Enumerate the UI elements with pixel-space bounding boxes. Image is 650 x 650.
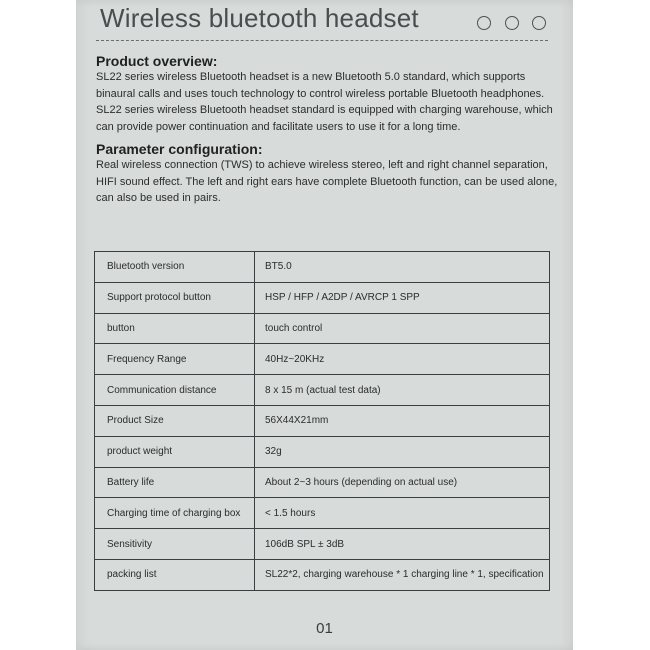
circle-icon — [505, 16, 519, 30]
circle-icon — [532, 16, 546, 30]
spec-label: Bluetooth version — [95, 252, 255, 283]
overview-heading: Product overview: — [96, 53, 218, 69]
spec-row — [95, 313, 550, 344]
spec-value: About 2~3 hours (depending on actual use) — [255, 467, 550, 498]
spec-row — [95, 344, 550, 375]
overview-text — [96, 69, 566, 135]
spec-value: 32g — [255, 436, 550, 467]
spec-row — [95, 559, 550, 590]
title-divider — [96, 40, 548, 41]
spec-value: < 1.5 hours — [255, 498, 550, 529]
spec-label: product weight — [95, 436, 255, 467]
overview-paragraph: SL22 series wireless Bluetooth headset is a new Bluetooth 5.0 standard, which supports binaural calls and uses touch technology to control wireless portable Bluetooth headphones. — [96, 71, 545, 100]
spec-value: SL22*2, charging warehouse * 1 charging line * 1, specification — [255, 559, 550, 590]
spec-row — [95, 529, 550, 560]
spec-label: packing list — [95, 559, 255, 590]
spec-row — [95, 252, 550, 283]
page-title: Wireless bluetooth headset — [100, 3, 419, 33]
spec-label: Product Size — [95, 405, 255, 436]
spec-value: BT5.0 — [255, 252, 550, 283]
parameters-heading: Parameter configuration: — [96, 141, 263, 157]
spec-value: 8 x 15 m (actual test data) — [255, 375, 550, 406]
spec-label: Communication distance — [95, 375, 255, 406]
page-number: 01 — [316, 620, 333, 637]
spec-label: Charging time of charging box — [95, 498, 255, 529]
spec-row — [95, 498, 550, 529]
circle-icon — [477, 16, 491, 30]
spec-row — [95, 467, 550, 498]
spec-value: 40Hz~20KHz — [255, 344, 550, 375]
spec-row — [95, 405, 550, 436]
spec-label: button — [95, 313, 255, 344]
spec-label: Frequency Range — [95, 344, 255, 375]
spec-row — [95, 282, 550, 313]
spec-value: 106dB SPL ± 3dB — [255, 529, 550, 560]
parameters-paragraph: Real wireless connection (TWS) to achieve wireless stereo, left and right channel separation, HIFI sound effect. The left and right ears have complete Bluetooth function, can be used alone, can also be used in pairs. — [96, 159, 558, 204]
spec-label: Battery life — [95, 467, 255, 498]
spec-value: touch control — [255, 313, 550, 344]
spec-table — [94, 251, 550, 591]
parameters-text — [96, 157, 566, 207]
spec-row — [95, 436, 550, 467]
spec-value: 56X44X21mm — [255, 405, 550, 436]
spec-value: HSP / HFP / A2DP / AVRCP 1 SPP — [255, 282, 550, 313]
manual-page — [76, 0, 573, 650]
spec-label: Sensitivity — [95, 529, 255, 560]
overview-paragraph: SL22 series wireless Bluetooth headset standard is equipped with charging warehouse, which can provide power continuation and facilitate users to use it for a long time. — [96, 104, 553, 133]
spec-row — [95, 375, 550, 406]
spec-label: Support protocol button — [95, 282, 255, 313]
